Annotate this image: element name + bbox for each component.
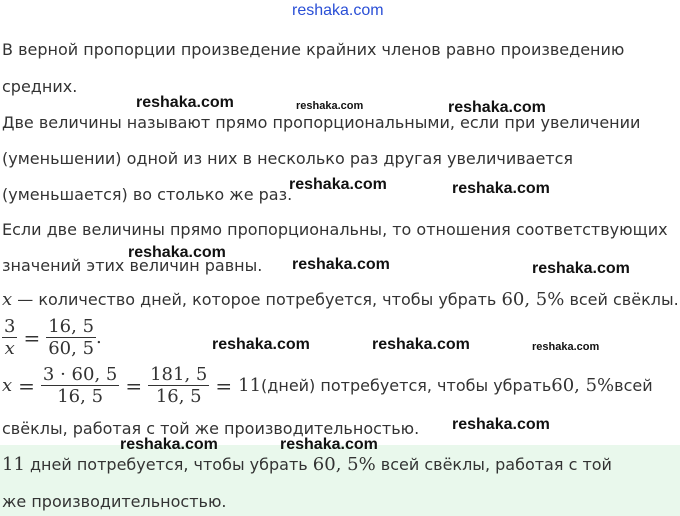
site-watermark-top[interactable]: reshaka.com <box>292 2 384 19</box>
theory-p2-line3: (уменьшается) во столько же раз. <box>2 185 293 204</box>
equals-sign: = <box>125 373 143 398</box>
fraction-product <box>41 364 119 407</box>
result-tail: всей <box>614 376 653 395</box>
theory-p1-line1: В верной пропорции произведение крайних членов равно произведению <box>2 40 625 59</box>
watermark: reshaka.com <box>280 436 378 453</box>
frac-den: 60, 5 <box>48 338 95 359</box>
frac-den: 16, 5 <box>155 386 202 407</box>
result-text: (дней) потребуется, чтобы убрать <box>261 376 552 395</box>
watermark: reshaka.com <box>128 244 226 261</box>
answer-text1: дней потребуется, чтобы убрать <box>24 455 313 474</box>
fraction-3-over-x <box>2 316 17 359</box>
watermark: reshaka.com <box>289 176 387 193</box>
var-x: x <box>2 375 13 396</box>
var-x: x <box>2 289 13 310</box>
equals-sign: = <box>18 373 35 398</box>
frac-num: 181, 5 <box>150 364 208 385</box>
result-value: 11 <box>238 375 262 396</box>
answer-line1 <box>2 455 612 475</box>
answer-line2: же производительностью. <box>2 492 227 511</box>
def-percent: 60, 5% <box>501 289 565 310</box>
watermark: reshaka.com <box>532 341 600 353</box>
theory-p2-line2: (уменьшении) одной из них в несколько раз другая увеличивается <box>2 149 574 168</box>
solution-equation <box>2 364 653 407</box>
theory-p2-line1: Две величины называют прямо пропорциональными, если при увеличении <box>2 113 641 132</box>
answer-text2: всей свёклы, работая с той <box>375 455 612 474</box>
equals-sign: = <box>215 373 233 398</box>
def-tail: всей свёклы. <box>564 290 679 309</box>
frac-den: x <box>4 338 15 359</box>
watermark: reshaka.com <box>292 256 390 273</box>
watermark: reshaka.com <box>136 94 234 111</box>
watermark: reshaka.com <box>372 336 470 353</box>
answer-number: 11 <box>2 454 25 475</box>
proportion-equation <box>2 316 102 359</box>
watermark: reshaka.com <box>212 336 310 353</box>
frac-den: 16, 5 <box>57 386 104 407</box>
theory-p3-line1: Если две величины прямо пропорциональны, то отношения соответствующих <box>2 220 668 239</box>
watermark: reshaka.com <box>120 436 218 453</box>
watermark: reshaka.com <box>448 99 546 116</box>
watermark: reshaka.com <box>532 260 630 277</box>
period: . <box>96 327 102 348</box>
frac-num: 3 <box>4 316 16 337</box>
fraction-181-5 <box>148 364 209 407</box>
theory-p3-line2: значений этих величин равны. <box>2 256 263 275</box>
answer-percent: 60, 5% <box>312 454 376 475</box>
variable-definition <box>2 290 679 310</box>
fraction-16-5-over-60-5 <box>46 316 96 359</box>
frac-num: 16, 5 <box>48 316 95 337</box>
watermark: reshaka.com <box>452 180 550 197</box>
watermark: reshaka.com <box>452 416 550 433</box>
def-text: — количество дней, которое потребуется, чтобы убрать <box>12 290 502 309</box>
watermark: reshaka.com <box>296 100 364 112</box>
equals-sign: = <box>23 325 41 350</box>
result-percent: 60, 5% <box>551 375 615 396</box>
frac-num: 3 · 60, 5 <box>42 364 118 385</box>
solution-line2: свёклы, работая с той же производительностью. <box>2 419 420 438</box>
theory-p1-line2: средних. <box>2 77 78 96</box>
